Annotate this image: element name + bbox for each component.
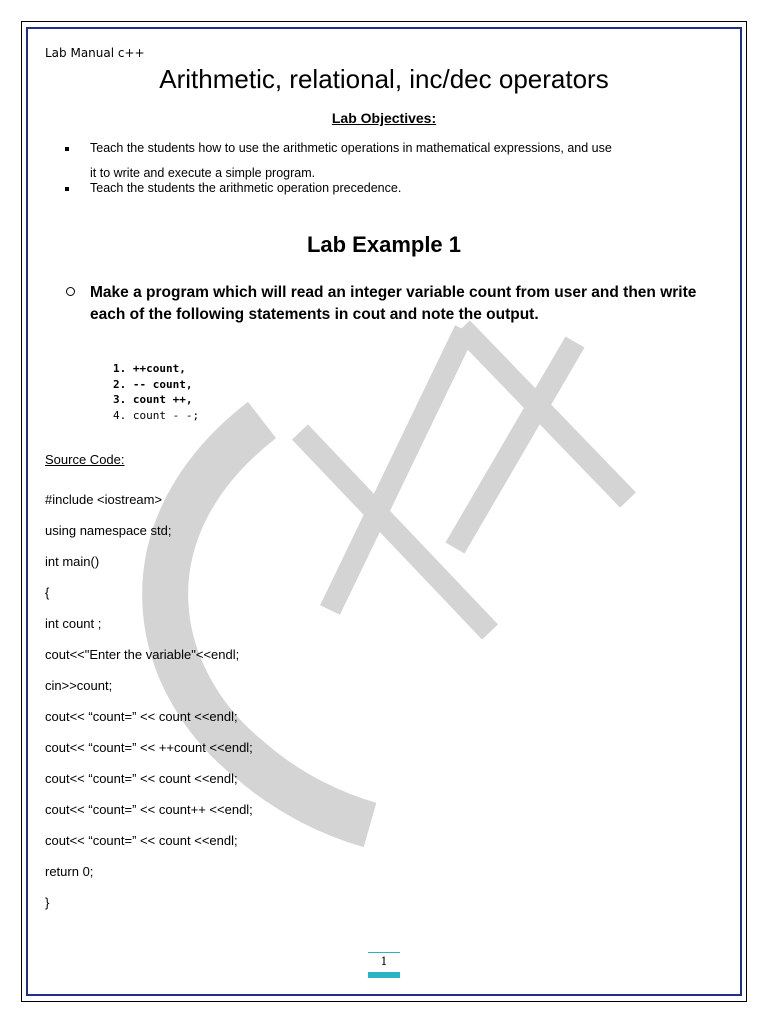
code-line: { <box>45 585 50 600</box>
code-line: cout<< “count=” << count <<endl; <box>45 833 238 848</box>
code-line: using namespace std; <box>45 523 172 538</box>
step-item: 1. ++count, <box>113 362 186 375</box>
code-line: cin>>count; <box>45 678 113 693</box>
source-code-label: Source Code: <box>45 452 125 467</box>
page-number-bar <box>368 972 400 978</box>
code-line: int main() <box>45 554 100 569</box>
task-text: Make a program which will read an integer variable count from user and then write each of the following statements in cout and note the output. <box>90 284 697 323</box>
objectives-list <box>61 141 731 196</box>
hollow-circle-bullet-icon <box>66 287 75 296</box>
source-code-block <box>45 491 253 925</box>
document-title: Arithmetic, relational, inc/dec operators <box>159 64 609 94</box>
code-line: int count ; <box>45 616 102 631</box>
code-line: return 0; <box>45 864 94 879</box>
code-line: cout<<"Enter the variable"<<endl; <box>45 647 240 662</box>
objective-text-continued: it to write and execute a simple program. <box>90 166 316 180</box>
code-line: } <box>45 895 50 910</box>
step-item: 4. count - -; <box>113 408 200 422</box>
code-line: cout<< “count=” << count++ <<endl; <box>45 802 253 817</box>
steps-list <box>113 361 199 423</box>
objectives-heading: Lab Objectives: <box>331 110 437 126</box>
step-item: 2. -- count, <box>113 377 193 391</box>
bullet-square-icon <box>65 187 69 191</box>
objective-item <box>61 141 731 181</box>
bullet-square-icon <box>65 147 69 151</box>
code-line: cout<< “count=” << ++count <<endl; <box>45 740 253 755</box>
code-line: cout<< “count=” << count <<endl; <box>45 771 238 786</box>
step-item: 3. count ++, <box>113 393 193 406</box>
page-number: 1 <box>368 952 400 968</box>
code-line: cout<< “count=” << count <<endl; <box>45 709 238 724</box>
example-heading: Lab Example 1 <box>306 232 462 257</box>
header-label: Lab Manual c++ <box>45 46 145 60</box>
objective-text: Teach the students the arithmetic operation precedence. <box>90 181 402 195</box>
objective-text: Teach the students how to use the arithmetic operations in mathematical expressions, and use <box>90 141 612 155</box>
objective-item <box>61 181 731 196</box>
code-line: #include <iostream> <box>45 492 163 507</box>
